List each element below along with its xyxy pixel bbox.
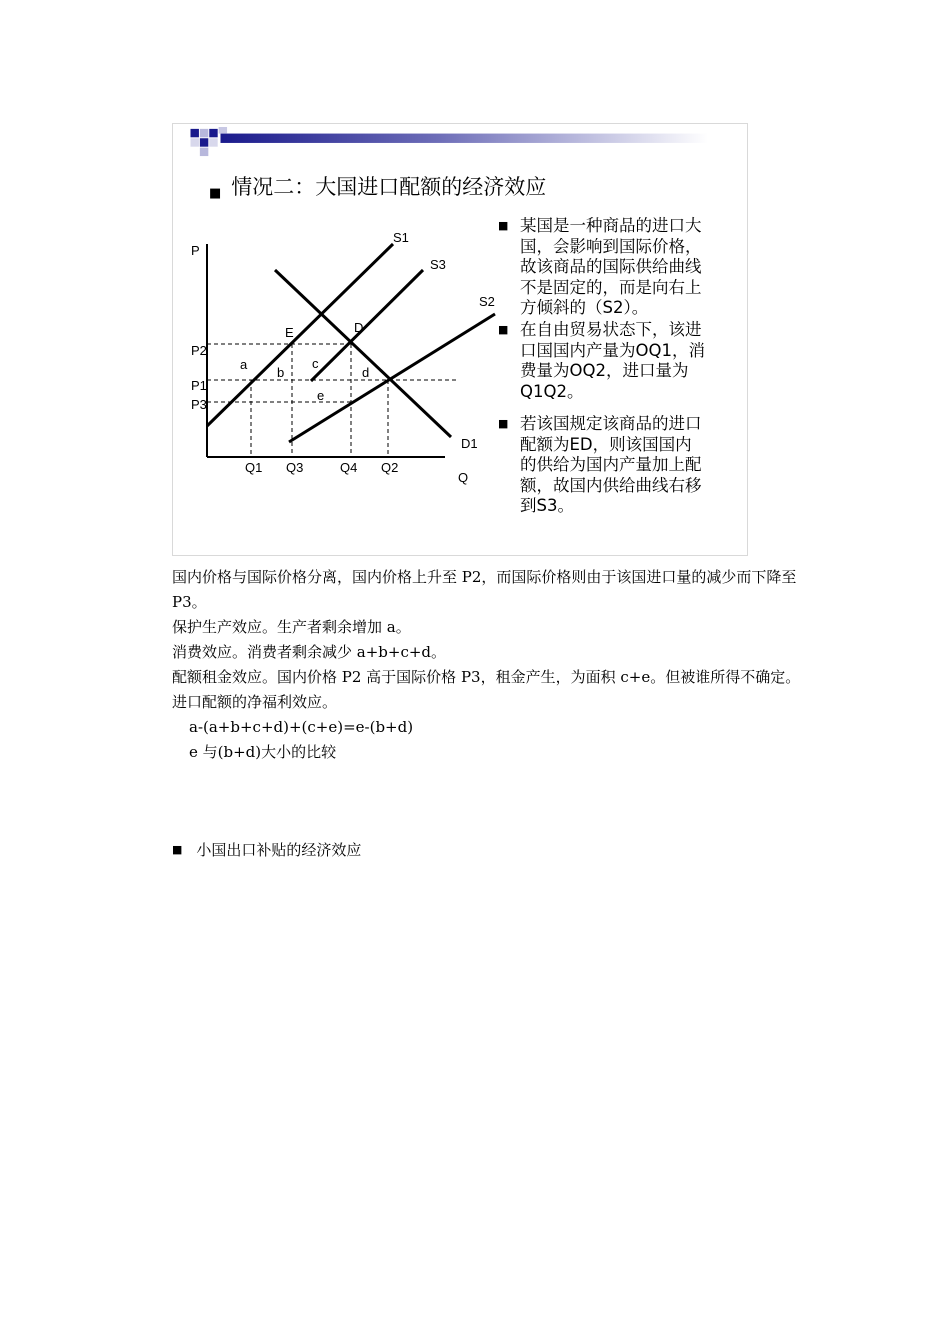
bullet-marker: ■ (498, 323, 509, 336)
p2-label: P2 (191, 343, 207, 358)
p3-label: P3 (191, 397, 207, 412)
bullet-line: 国，会影响到国际价格， (520, 236, 702, 256)
q4-label: Q4 (340, 460, 358, 475)
area-c-label: c (312, 356, 319, 371)
bullet-line: 方倾斜的（S2）。 (520, 298, 649, 317)
bullet-marker: ■ (498, 219, 509, 232)
paragraph: 配额租金效应。国内价格 P2 高于国际价格 P3，租金产生，为面积 c+e。但被谁所得不确定。 (172, 668, 801, 686)
body-text (172, 565, 812, 765)
formula-line: a-(a+b+c+d)+(c+e)=e-(b+d) (189, 718, 414, 736)
s3-label: S3 (430, 257, 446, 272)
bullet-line: 在自由贸易状态下，该进 (520, 320, 702, 339)
paragraph: 进口配额的净福利效应。 (172, 693, 338, 711)
slide-banner (173, 127, 733, 157)
point-d-label: D (354, 320, 364, 335)
s1-curve (207, 244, 393, 426)
paragraph: 保护生产效应。生产者剩余增加 a。 (172, 618, 411, 636)
title-bullet: ■ (209, 186, 222, 201)
point-e-label: E (285, 325, 294, 340)
bullet-line: 若该国规定该商品的进口 (520, 414, 702, 433)
paragraph: 国内价格与国际价格分离，国内价格上升至 P2，而国际价格则由于该国进口量的减少而下降至 P3。 (172, 568, 797, 611)
s2-curve (289, 314, 495, 442)
d1-label: D1 (461, 436, 478, 451)
bullet-item (498, 414, 738, 524)
q2-label: Q2 (381, 460, 399, 475)
bullet-marker: ■ (498, 417, 509, 430)
bullet-line: 某国是一种商品的进口大 (520, 216, 702, 235)
slide-title (209, 171, 546, 201)
title-text: 情况二：大国进口配额的经济效应 (231, 175, 547, 199)
p1-label: P1 (191, 378, 207, 393)
bullet-line: Q1Q2。 (520, 381, 584, 401)
area-a-label: a (240, 357, 248, 372)
section-bullet-text: 小国出口补贴的经济效应 (196, 841, 362, 859)
s1-label: S1 (393, 230, 409, 245)
bullet-line: 口国国内产量为OQ1，消 (520, 340, 705, 360)
d1-curve (275, 270, 451, 437)
s2-label: S2 (479, 294, 495, 309)
bullet-item (498, 216, 738, 318)
q1-label: Q1 (245, 460, 263, 475)
bullet-line: 配额为ED，则该国国内 (520, 434, 692, 454)
section-bullet-marker: ■ (172, 843, 183, 856)
area-d-label: d (362, 365, 370, 380)
slide-image (172, 123, 748, 556)
area-b-label: b (277, 365, 285, 380)
paragraph: 消费效应。消费者剩余减少 a+b+c+d。 (172, 643, 447, 661)
bullet-line: 的供给为国内产量加上配 (520, 455, 702, 474)
q3-label: Q3 (286, 460, 304, 475)
bullet-line: 不是固定的，而是向右上 (520, 277, 702, 297)
section-bullet (172, 839, 361, 860)
bullet-line: 到S3。 (520, 496, 574, 515)
bullet-line: 费量为OQ2，进口量为 (520, 361, 689, 380)
slide-bullets (498, 216, 738, 526)
supply-demand-graph (183, 224, 503, 494)
bullet-line: 故该商品的国际供给曲线 (520, 257, 702, 276)
area-e-label: e (317, 388, 325, 403)
x-axis-label: Q (458, 470, 469, 485)
y-axis-label: P (191, 243, 200, 258)
bullet-item (498, 320, 738, 412)
formula-line: e 与(b+d)大小的比较 (189, 743, 337, 761)
bullet-line: 额，故国内供给曲线右移 (520, 475, 702, 495)
